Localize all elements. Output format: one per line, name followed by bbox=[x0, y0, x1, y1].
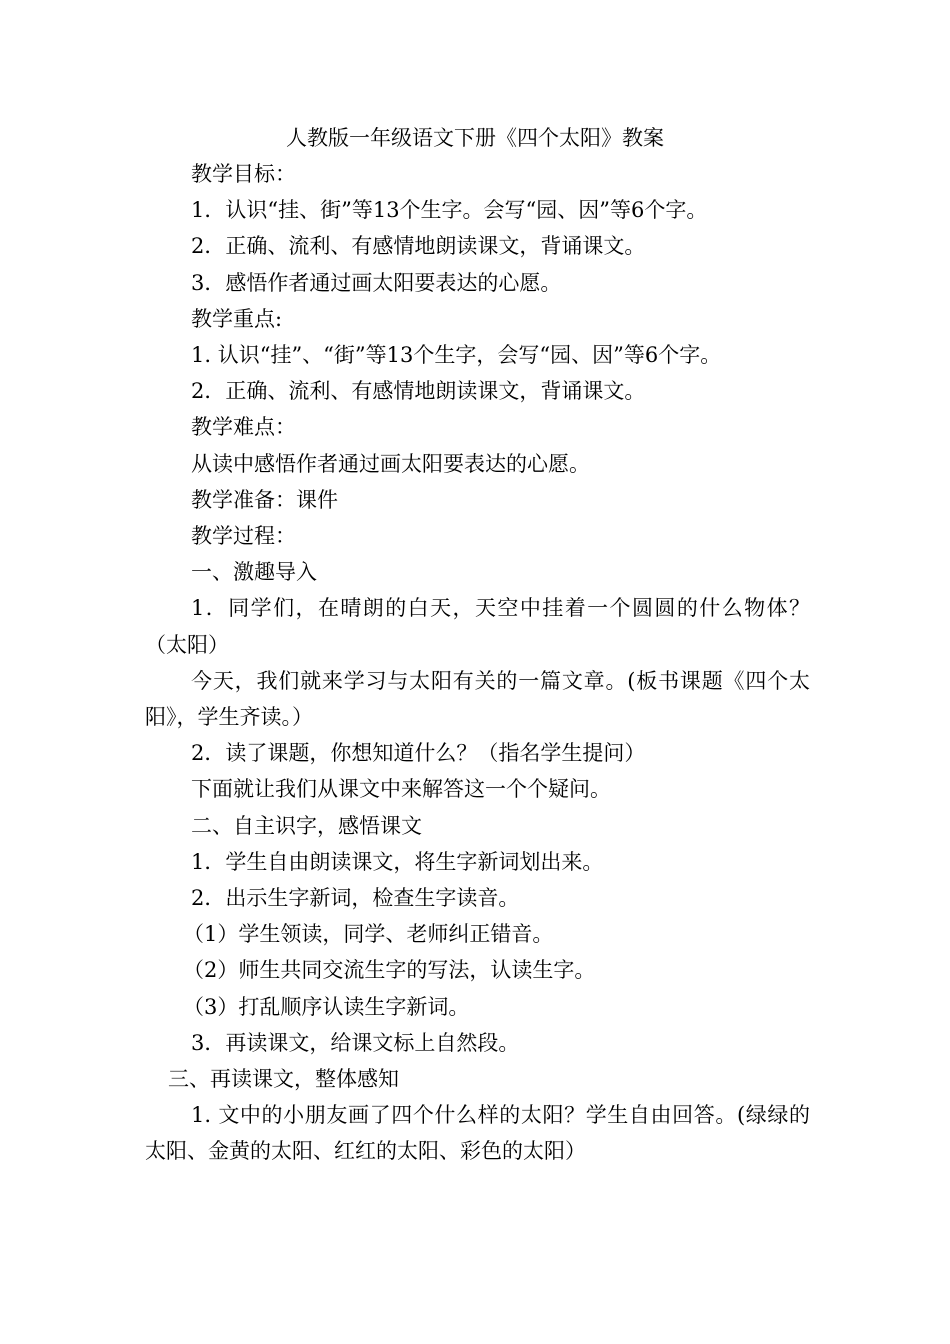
process-sub-item: （3）打乱顺序认读生字新词。 bbox=[183, 994, 470, 1019]
process-paragraph: 1. 文中的小朋友画了四个什么样的太阳？学生自由回答。(绿绿的太阳、金黄的太阳、红红的太阳、彩色的太阳） bbox=[145, 1103, 810, 1164]
section-heading-key-points: 教学重点: bbox=[191, 306, 283, 331]
objective-item: 2．正确、流利、有感情地朗读课文，背诵课文。 bbox=[191, 234, 646, 259]
process-paragraph: 下面就让我们从课文中来解答这一个个疑问。 bbox=[191, 777, 611, 802]
process-paragraph: 3．再读课文，给课文标上自然段。 bbox=[191, 1030, 520, 1055]
section-heading-process: 教学过程： bbox=[191, 524, 296, 549]
process-step-heading: 一、激趣导入 bbox=[191, 560, 317, 585]
objective-item: 1．认识“挂、街”等13个生字。会写“园、因”等6个字。 bbox=[191, 198, 708, 223]
section-heading-preparation: 教学准备：课件 bbox=[191, 487, 338, 512]
document-body bbox=[145, 156, 810, 1170]
document-title: 人教版一年级语文下册《四个太阳》教案 bbox=[286, 126, 664, 150]
difficulty-item: 从读中感悟作者通过画太阳要表达的心愿。 bbox=[191, 451, 590, 476]
section-heading-difficulties: 教学难点： bbox=[191, 415, 296, 440]
key-point-item: 1. 认识“挂”、“街”等13个生字，会写“园、因”等6个字。 bbox=[191, 343, 722, 368]
process-paragraph: 1．同学们，在晴朗的白天，天空中挂着一个圆圆的什么物体？（太阳） bbox=[145, 596, 810, 657]
objective-item: 3．感悟作者通过画太阳要表达的心愿。 bbox=[191, 270, 562, 295]
section-heading-objectives: 教学目标： bbox=[191, 162, 296, 186]
key-point-item: 2．正确、流利、有感情地朗读课文，背诵课文。 bbox=[191, 379, 646, 404]
process-step-heading: 二、自主识字，感悟课文 bbox=[191, 813, 422, 838]
process-paragraph: 2．读了课题，你想知道什么？（指名学生提问） bbox=[191, 741, 646, 766]
process-paragraph: 今天，我们就来学习与太阳有关的一篇文章。(板书课题《四个太阳》，学生齐读。） bbox=[145, 668, 810, 730]
process-step-heading: 三、再读课文，整体感知 bbox=[168, 1067, 399, 1092]
process-paragraph: 1．学生自由朗读课文，将生字新词划出来。 bbox=[191, 849, 604, 874]
process-paragraph: 2．出示生字新词，检查生字读音。 bbox=[191, 886, 520, 911]
process-sub-item: （1）学生领读，同学、老师纠正错音。 bbox=[183, 922, 554, 947]
process-sub-item: （2）师生共同交流生字的写法，认读生字。 bbox=[183, 958, 596, 983]
